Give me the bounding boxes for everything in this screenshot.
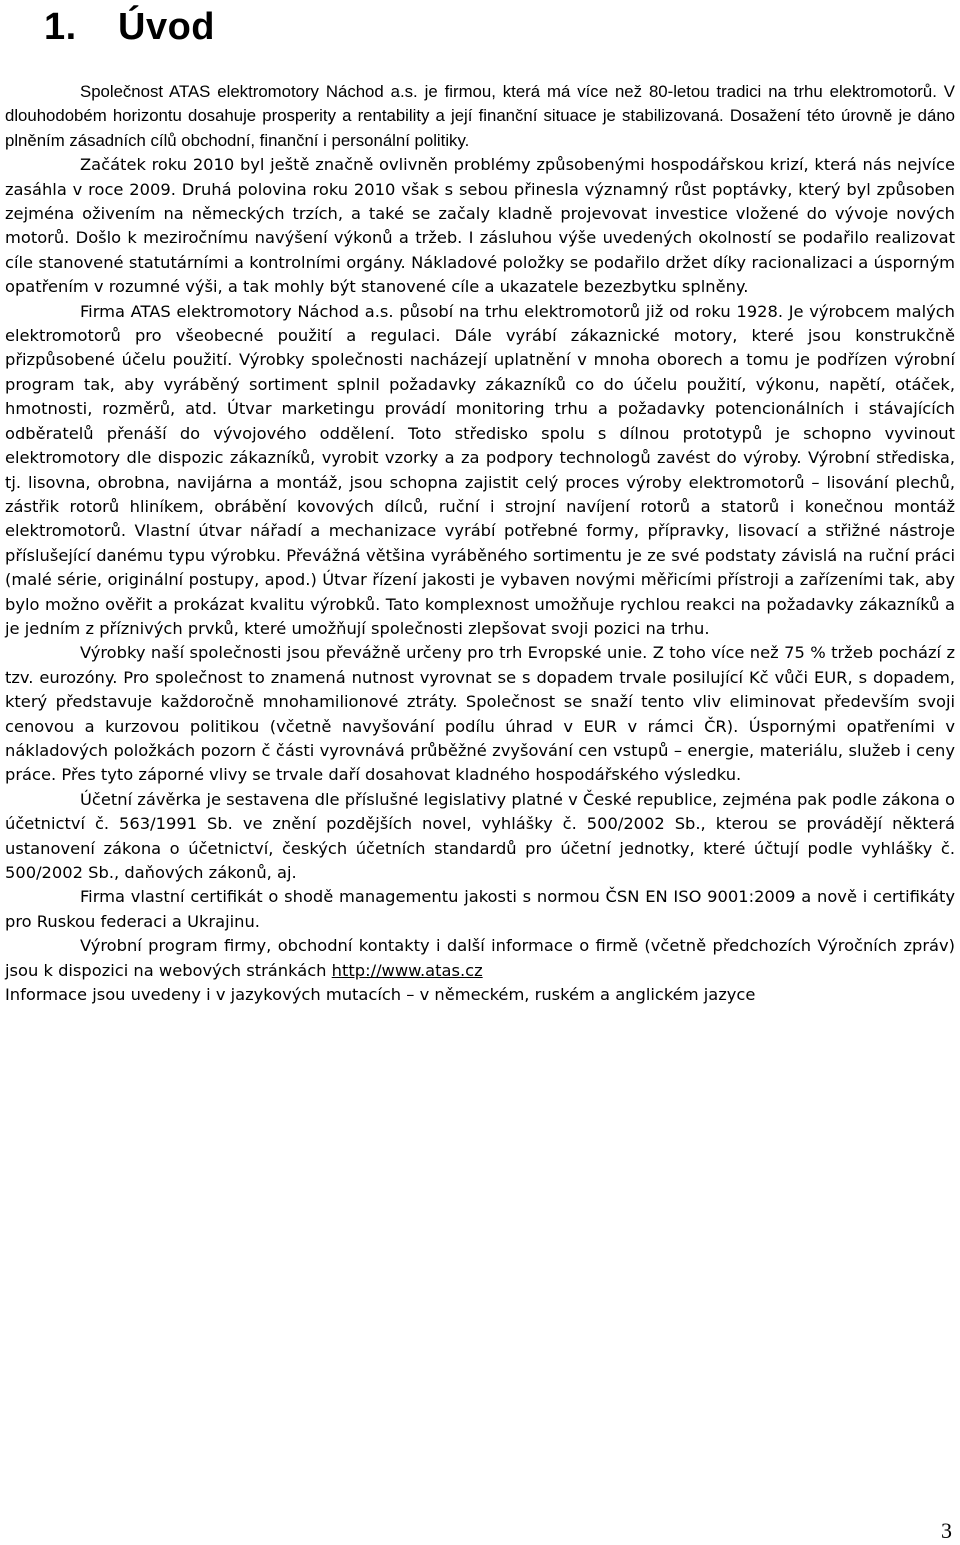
website-text: Výrobní program firmy, obchodní kontakty i další informace o firmě (včetně předchozích Výročních zpráv) jsou k dispozici na webových stránkách — [5, 936, 955, 980]
paragraph-accounting: Účetní závěrka je sestavena dle příslušné legislativy platné v České republice, zejména pak podle zákona o účetnictví č. 563/1991 Sb. ve znění pozdějších novel, vyhlášky č. 500/2002 Sb., kterou se provádějí některá ustanovení zákona o účetnictví, českých účetních standardů pro účetní jednotky, které účtují podle vyhlášky č. 500/2002 Sb., daňových zákonů, aj. — [5, 789, 955, 882]
paragraph-company-production: Firma ATAS elektromotory Náchod a.s. působí na trhu elektromotorů již od roku 1928. Je výrobcem malých elektromotorů pro všeobecné použití a regulaci. Dále vyrábí zákaznické motory, které jsou konstrukčně přizpůsobené účelu použití. Výrobky společnosti nacházejí uplatnění v mnoha oborech a tomu je podřízen výrobní program tak, aby vyráběný sortiment splnil požadavky zákazníků co do účelu použití, výkonu, napětí, otáček, hmotnosti, rozměrů, atd. Útvar marketingu provádí monitoring trhu a požadavky potencionálních i stávajících odběratelů přenáší do vývojového oddělení. Toto středisko spolu s dílnou prototypů je schopno vyvinout elektromotory dle dispozic zákazníků, vyrobit vzorky a za podpory technologů zavést do výroby. Výrobní střediska, tj. lisovna, obrobna, navijárna a montáž, jsou schopna zajistit celý proces výroby elektromotorů – lisování plechů, zástřik rotorů hliníkem, obrábění kovových dílců, ruční i strojní navíjení rotorů a statorů i konečnou montáž elektromotorů. Vlastní útvar nářadí a mechanizace vyrábí potřebné formy, přípravky, lisovací a střižné nástroje příslušející danému typu výrobku. Převážná většina vyráběného sortimentu je ze své podstaty závislá na ruční práci (malé série, originální postupy, apod.) Útvar řízení jakosti je vybaven novými měřicími přístroji a zařízeními tak, aby bylo možno ověřit a prokázat kvalitu výrobků. Tato komplexnost umožňuje rychlou reakci na požadavky zákazníků a je jedním z příznivých prvků, které umožňují společnosti zlepšovat svoji pozici na trhu. — [5, 301, 955, 638]
paragraph-eu-market: Výrobky naší společnosti jsou převážně určeny pro trh Evropské unie. Z toho více než 75 % tržeb pochází z tzv. eurozóny. Pro společnost to znamená nutnost vyrovnat se s dopadem trvale posilující Kč vůči EUR, s dopadem, který představuje každoročně mnohamilionové ztráty. Společnost se snaží tento vliv eliminovat především svoji cenovou a kurzovou politikou (včetně navyšování podílu úhrad v EUR v rámci ČR). Úspornými opatřeními v nákladových položkách pozorn č části vyrovnává průběžné zvyšování cen vstupů – energie, materiálu, služeb i ceny práce. Přes tyto záporné vlivy se trvale daří dosahovat kladného hospodářského výsledku. — [5, 643, 955, 785]
paragraph-2010-performance: Začátek roku 2010 byl ještě značně ovlivněn problémy způsobenými hospodářskou krizí, která nás nejvíce zasáhla v roce 2009. Druhá polovina roku 2010 však s sebou přinesla významný růst poptávky, který byl způsoben zejména oživením na německých trzích, a také se začaly kladně projevovat investice vložené do vývoje nových motorů. Došlo k meziročnímu navýšení výkonů a tržeb. I zásluhou výše uvedených okolností se podařilo realizovat cíle stanovené statutárními a kontrolními orgány. Nákladové položky se podařilo držet díky racionalizaci a úsporným opatřením v rozumné výši, a tak mohly být stanovené cíle a ukazatele bezezbytku splněny. — [5, 155, 955, 297]
heading-title: Úvod — [118, 6, 215, 48]
document-body — [5, 80, 955, 1007]
paragraph-intro: Společnost ATAS elektromotory Náchod a.s. je firmou, která má více než 80-letou tradici na trhu elektromotorů. V dlouhodobém horizontu dosahuje prosperity a rentability a její finanční situace je stabilizovaná. Dosažení této úrovně je dáno plněním zásadních cílů obchodní, finanční i personální politiky. — [5, 82, 955, 150]
page-heading — [44, 4, 215, 50]
page-number: 3 — [941, 1518, 952, 1543]
paragraph-website — [5, 934, 955, 983]
heading-number: 1. — [44, 6, 77, 48]
paragraph-language-note: Informace jsou uvedeny i v jazykových mutacích – v německém, ruském a anglickém jazyce — [5, 985, 756, 1005]
website-link[interactable]: http://www.atas.cz — [331, 960, 483, 980]
paragraph-certificates: Firma vlastní certifikát o shodě managementu jakosti s normou ČSN EN ISO 9001:2009 a nově i certifikáty pro Ruskou federaci a Ukrajinu. — [5, 887, 955, 931]
